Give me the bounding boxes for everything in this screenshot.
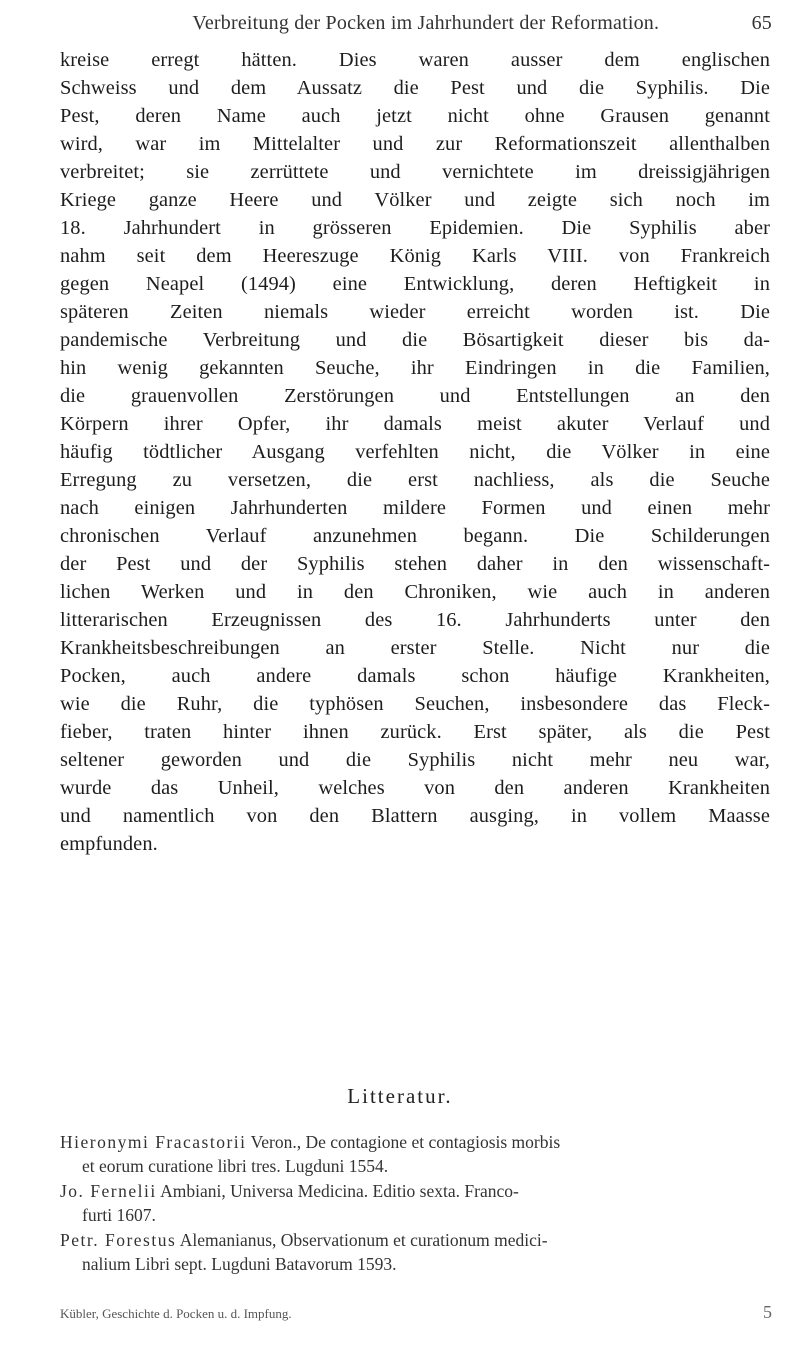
text-line: litterarischen Erzeugnissen des 16. Jahrhunderts unter den [60,609,770,631]
text-line: nahm seit dem Heereszuge König Karls VIII. von Frankreich [60,245,770,267]
text-line: Erregung zu versetzen, die erst nachliess, als die Seuche [60,469,770,491]
text-line: späteren Zeiten niemals wieder erreicht worden ist. Die [60,301,770,323]
text-line: Pest, deren Name auch jetzt nicht ohne Grausen genannt [60,105,770,127]
reference-author: Jo. Fernelii [60,1181,157,1201]
section-heading: Litteratur. [347,1084,453,1108]
text-line: seltener geworden und die Syphilis nicht mehr neu war, [60,749,770,771]
text-line: chronischen Verlauf anzunehmen begann. Die Schilderungen [60,525,770,547]
text-line: Pocken, auch andere damals schon häufige Krankheiten, [60,665,770,687]
reference-line [60,1179,772,1203]
text-line: empfunden. [60,833,158,855]
reference-entry [60,1228,772,1276]
running-head-title: Verbreitung der Pocken im Jahrhundert der Reformation. [192,12,660,34]
text-line: kreise erregt hätten. Dies waren ausser dem englischen [60,49,770,71]
reference-list [60,1130,772,1277]
text-line: häufig tödtlicher Ausgang verfehlten nicht, die Völker in eine [60,441,770,463]
reference-line [60,1130,772,1154]
text-line: lichen Werken und in den Chroniken, wie auch in anderen [60,581,770,603]
text-line: Krankheitsbeschreibungen an erster Stelle. Nicht nur die [60,637,770,659]
text-line: der Pest und der Syphilis stehen daher in den wissenschaft- [60,553,770,575]
text-line: hin wenig gekannten Seuche, ihr Eindringen in die Familien, [60,357,770,379]
reference-author: Petr. Forestus [60,1230,177,1250]
text-line: verbreitet; sie zerrüttete und vernichtete im dreissigjährigen [60,161,770,183]
reference-entry [60,1179,772,1227]
text-line: wird, war im Mittelalter und zur Reformationszeit allenthalben [60,133,770,155]
text-line: nach einigen Jahrhunderten mildere Formen und einen mehr [60,497,770,519]
reference-title: Alemanianus, Observationum et curationum medici- [176,1230,548,1250]
text-line: Schweiss und dem Aussatz die Pest und die Syphilis. Die [60,77,770,99]
text-line: gegen Neapel (1494) eine Entwicklung, deren Heftigkeit in [60,273,770,295]
text-line: pandemische Verbreitung und die Bösartigkeit dieser bis da- [60,329,770,351]
text-line: Körpern ihrer Opfer, ihr damals meist akuter Verlauf und [60,413,770,435]
page-number: 65 [751,12,772,34]
reference-continuation: et eorum curatione libri tres. Lugduni 1554. [82,1156,389,1176]
reference-title: Veron., De contagione et contagiosis morbis [246,1132,561,1152]
reference-continuation: nalium Libri sept. Lugduni Batavorum 1593. [82,1254,397,1274]
body-paragraph [60,46,770,858]
reference-author: Hieronymi Fracastorii [60,1132,247,1152]
reference-line [60,1228,772,1252]
reference-entry [60,1130,772,1178]
text-line: wurde das Unheil, welches von den anderen Krankheiten [60,777,770,799]
running-head [60,12,772,35]
text-line: 18. Jahrhundert in grösseren Epidemien. Die Syphilis aber [60,217,770,239]
reference-continuation: furti 1607. [82,1205,156,1225]
text-line: die grauenvollen Zerstörungen und Entstellungen an den [60,385,770,407]
text-line: wie die Ruhr, die typhösen Seuchen, insbesondere das Fleck- [60,693,770,715]
text-line: fieber, traten hinter ihnen zurück. Erst später, als die Pest [60,721,770,743]
page-footer [60,1302,772,1323]
reference-title: Ambiani, Universa Medicina. Editio sexta. Franco- [156,1181,519,1201]
text-line: Kriege ganze Heere und Völker und zeigte sich noch im [60,189,770,211]
footer-text: Kübler, Geschichte d. Pocken u. d. Impfung. [60,1306,292,1321]
signature-mark: 5 [763,1302,772,1322]
text-line: und namentlich von den Blattern ausging, in vollem Maasse [60,805,770,827]
